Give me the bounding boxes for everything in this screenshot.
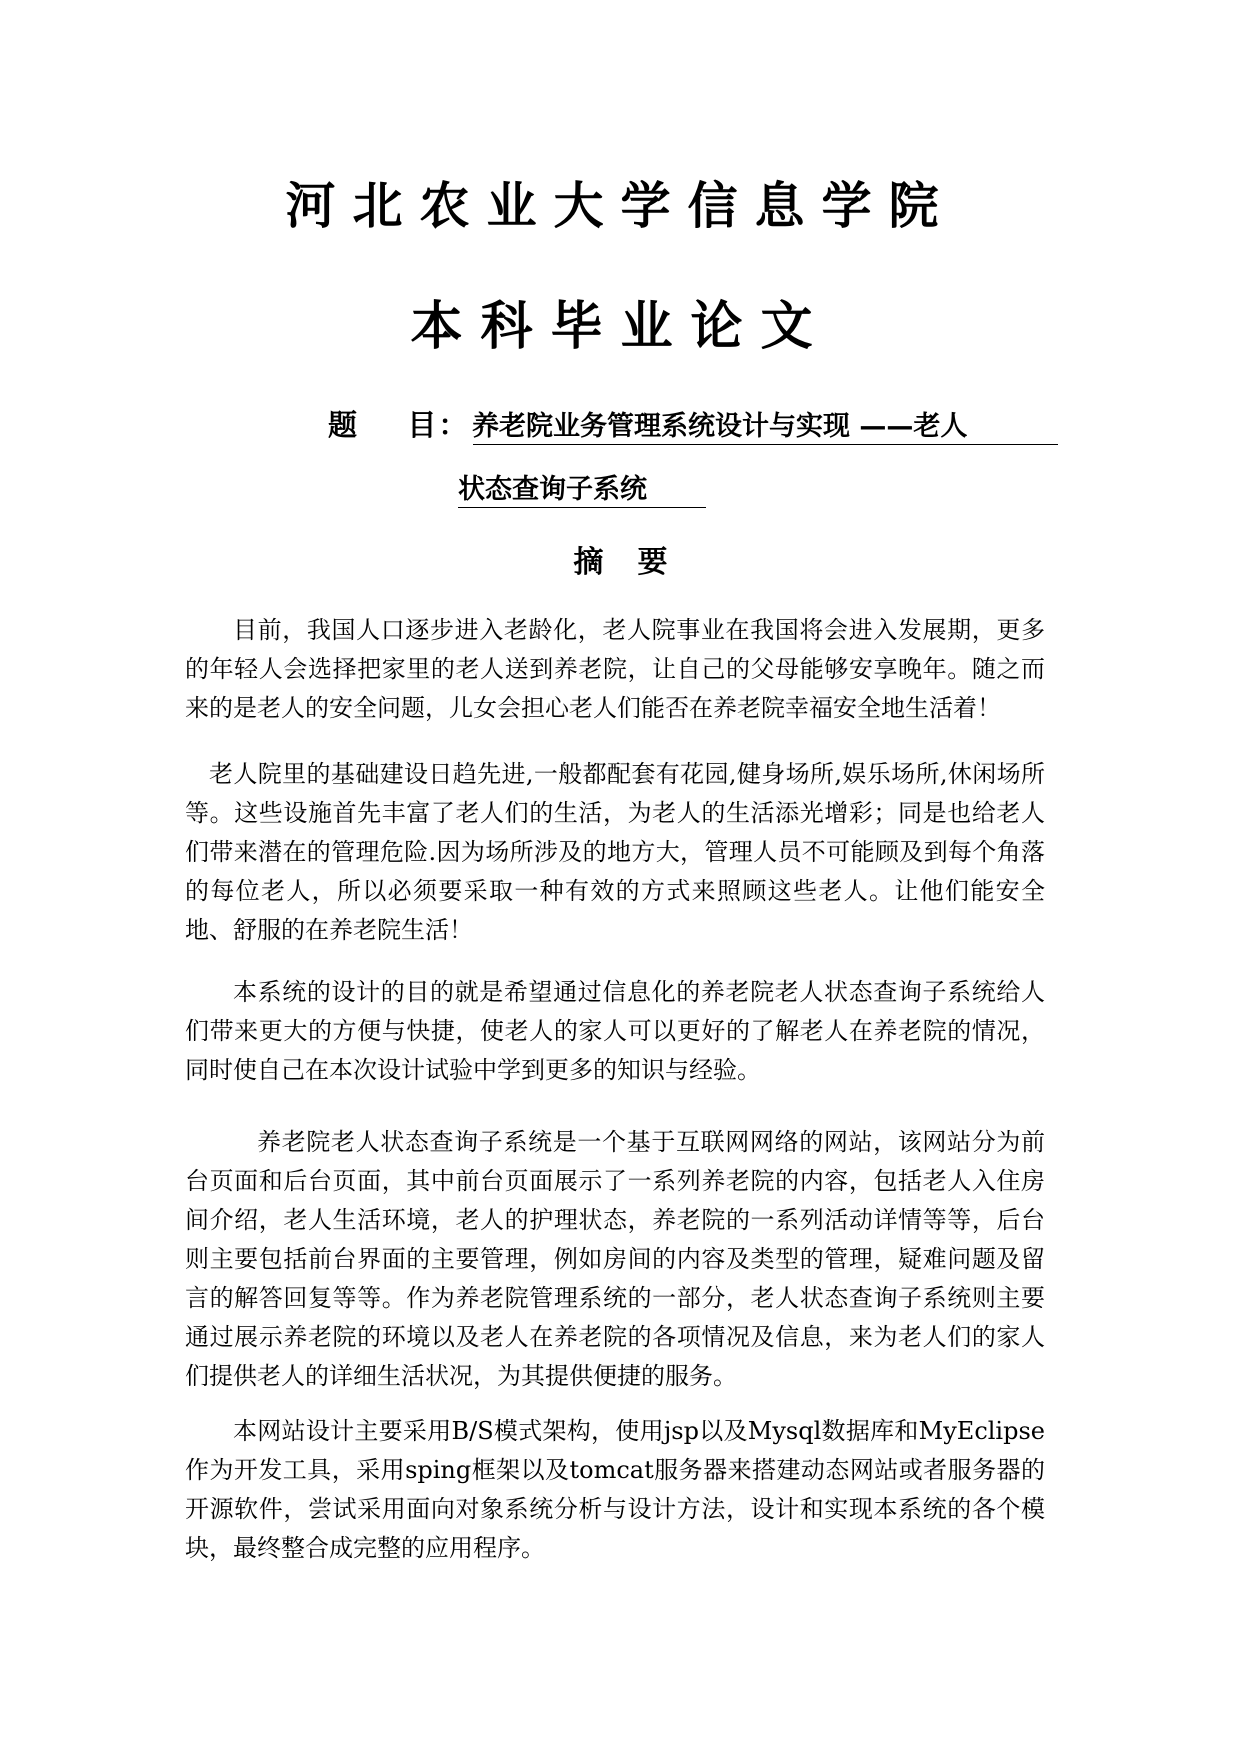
university-title: 河北农业大学信息学院 xyxy=(285,177,956,235)
topic-line-1: 养老院业务管理系统设计与实现 ——老人 xyxy=(472,411,968,442)
topic-line-2: 状态查询子系统 xyxy=(458,474,647,505)
topic-label: 题 目： xyxy=(328,408,470,442)
abstract-paragraph-3: 本系统的设计的目的就是希望通过信息化的养老院老人状态查询子系统给人们带来更大的方便与快捷，使老人的家人可以更好的了解老人在养老院的情况，同时使自己在本次设计试验中学到更多的知识与经验。 xyxy=(185,978,1045,1084)
abstract-paragraph-4: 养老院老人状态查询子系统是一个基于互联网网络的网站，该网站分为前台页面和后台页面，其中前台页面展示了一系列养老院的内容，包括老人入住房间介绍，老人生活环境，老人的护理状态，养老院的一系列活动详情等等，后台则主要包括前台界面的主要管理，例如房间的内容及类型的管理，疑难问题及留言的解答回复等等。作为养老院管理系统的一部分，老人状态查询子系统则主要通过展示养老院的环境以及老人在养老院的各项情况及信息，来为老人们的家人们提供老人的详细生活状况，为其提供便捷的服务。 xyxy=(185,1128,1045,1390)
abstract-paragraph-1: 目前，我国人口逐步进入老龄化，老人院事业在我国将会进入发展期，更多的年轻人会选择把家里的老人送到养老院，让自己的父母能够安享晚年。随之而来的是老人的安全问题，儿女会担心老人们能否在养老院幸福安全地生活着！ xyxy=(185,616,1045,722)
thesis-type-title: 本科毕业论文 xyxy=(410,297,831,357)
topic-underline-1 xyxy=(473,444,1058,445)
abstract-paragraph-5: 本网站设计主要采用B/S模式架构，使用jsp以及Mysql数据库和MyEclipse作为开发工具，采用sping框架以及tomcat服务器来搭建动态网站或者服务器的开源软件，尝试采用面向对象系统分析与设计方法，设计和实现本系统的各个模块，最终整合成完整的应用程序。 xyxy=(185,1417,1045,1562)
abstract-paragraph-2: 老人院里的基础建设日趋先进,一般都配套有花园,健身场所,娱乐场所,休闲场所等。这些设施首先丰富了老人们的生活，为老人的生活添光增彩；同是也给老人们带来潜在的管理危险.因为场所涉及的地方大，管理人员不可能顾及到每个角落的每位老人，所以必须要采取一种有效的方式来照顾这些老人。让他们能安全地、舒服的在养老院生活！ xyxy=(185,760,1045,944)
topic-underline-2 xyxy=(458,507,706,508)
abstract-heading: 摘要 xyxy=(573,545,702,580)
